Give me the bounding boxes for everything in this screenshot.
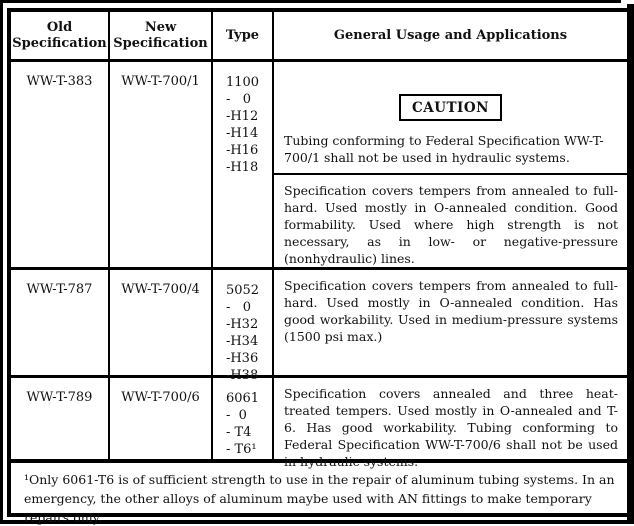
usage-text: Specification covers annealed and three heat-treated tempers. Used mostly in O-annealed and T-6. Has good workability. Tubing conforming to Federal Specification WW-T-700/6 shall not be used in hydraulic systems.	[284, 386, 618, 469]
usage-text: Specification covers tempers from annealed to full-hard. Used mostly in O-annealed condition. Good formability. Used where high strength is not necessary, as in low- or negative-pressure (nonhydraulic) lines.	[284, 183, 618, 266]
header-cell-general-usage: General Usage and Applications	[333, 27, 568, 43]
page-frame-top	[0, 0, 621, 3]
type-lines: 1100 - 0 -H12 -H14 -H16 -H18	[225, 75, 260, 175]
page-frame-right	[627, 4, 634, 520]
cell-old-spec: WW-T-789	[11, 378, 110, 459]
header-cell-type: Type	[213, 12, 274, 59]
cell-new-spec: WW-T-700/4	[110, 270, 213, 375]
cell-usage	[274, 270, 627, 375]
caution-spacer	[274, 121, 627, 132]
cell-new-spec: WW-T-700/6	[110, 378, 213, 459]
table-row	[11, 270, 627, 383]
cell-type	[213, 62, 274, 267]
table-row	[11, 62, 627, 270]
page-frame-left	[0, 0, 3, 524]
caution-section	[274, 62, 627, 175]
cell-usage	[274, 62, 627, 267]
cell-old-spec: WW-T-383	[11, 62, 110, 267]
type-lines: 5052 - 0 -H32 -H34 -H36 -H38	[225, 283, 260, 383]
table-row	[11, 378, 627, 469]
tubing-specification-table	[7, 8, 627, 525]
cell-old-spec: WW-T-787	[11, 270, 110, 375]
table-footnote: ¹Only 6061-T6 is of sufficient strength to use in the repair of aluminum tubing systems. In an emergency, the other alloys of aluminum maybe used with AN fittings to make temporary repairs only.	[24, 472, 615, 525]
header-cell-old-specification: Old Specification	[11, 12, 110, 59]
caution-text: Tubing conforming to Federal Specification WW-T-700/1 shall not be used in hydraulic systems.	[284, 133, 604, 165]
usage-text: Specification covers tempers from annealed to full-hard. Used mostly in O-annealed condition. Has good workability. Used in medium-pressure systems (1500 psi max.)	[284, 278, 618, 344]
table-header-row	[11, 12, 627, 62]
cell-type	[213, 270, 274, 383]
cell-new-spec: WW-T-700/1	[110, 62, 213, 267]
header-cell-new-specification: New Specification	[110, 12, 213, 59]
type-lines: 6061 - 0 - T4 - T6¹	[225, 391, 260, 457]
cell-usage	[274, 378, 627, 469]
caution-box: CAUTION	[399, 94, 502, 121]
cell-type	[213, 378, 274, 459]
